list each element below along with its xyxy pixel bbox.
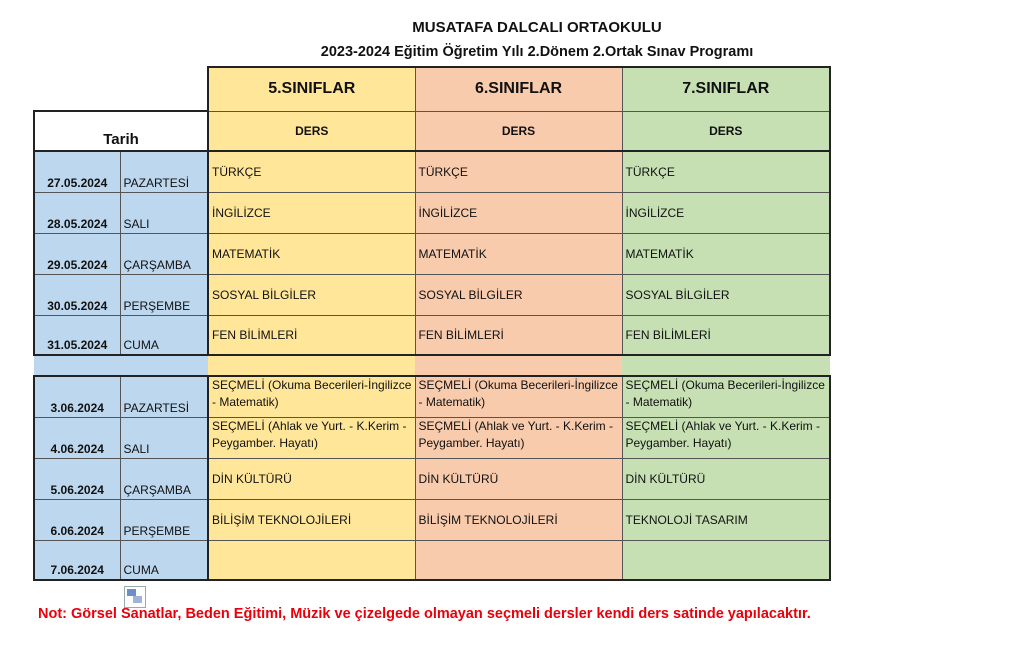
exam-schedule-table (33, 66, 831, 581)
exam-day: CUMA (120, 315, 208, 355)
subject-cell: FEN BİLİMLERİ (415, 315, 622, 355)
exam-program-title: 2023-2024 Eğitim Öğretim Yılı 2.Dönem 2.Ortak Sınav Programı (320, 44, 754, 60)
exam-date: 30.05.2024 (34, 274, 120, 315)
footer-note: Not: Görsel Sanatlar, Beden Eğitimi, Müzik ve çizelgede olmayan seçmeli dersler kendi ders satinde yapılacaktır. (38, 606, 811, 622)
exam-day: SALI (120, 192, 208, 233)
subject-cell: İNGİLİZCE (208, 192, 415, 233)
subject-cell: FEN BİLİMLERİ (622, 315, 830, 355)
grade-6-header: 6.SINIFLAR (415, 67, 622, 111)
subject-cell: TÜRKÇE (622, 151, 830, 192)
subject-cell: TÜRKÇE (415, 151, 622, 192)
exam-date: 4.06.2024 (34, 417, 120, 458)
subject-cell: MATEMATİK (208, 233, 415, 274)
subject-cell: SOSYAL BİLGİLER (622, 274, 830, 315)
subject-cell: MATEMATİK (622, 233, 830, 274)
subject-cell: DİN KÜLTÜRÜ (208, 458, 415, 499)
subject-cell: TÜRKÇE (208, 151, 415, 192)
exam-date: 28.05.2024 (34, 192, 120, 233)
subject-cell: DİN KÜLTÜRÜ (415, 458, 622, 499)
subject-cell: SEÇMELİ (Ahlak ve Yurt. - K.Kerim - Peygamber. Hayatı) (415, 417, 622, 458)
subject-cell: MATEMATİK (415, 233, 622, 274)
spacer-row (34, 355, 208, 376)
exam-day: ÇARŞAMBA (120, 233, 208, 274)
blank-corner (34, 67, 208, 111)
exam-date: 29.05.2024 (34, 233, 120, 274)
exam-day: PAZARTESİ (120, 376, 208, 417)
subject-cell: SEÇMELİ (Ahlak ve Yurt. - K.Kerim - Peygamber. Hayatı) (208, 417, 415, 458)
ders-header: DERS (622, 111, 830, 151)
exam-date: 27.05.2024 (34, 151, 120, 192)
exam-day: ÇARŞAMBA (120, 458, 208, 499)
grade-7-header: 7.SINIFLAR (622, 67, 830, 111)
exam-date: 3.06.2024 (34, 376, 120, 417)
exam-date: 5.06.2024 (34, 458, 120, 499)
grade-5-header: 5.SINIFLAR (208, 67, 415, 111)
exam-day: CUMA (120, 540, 208, 580)
subject-cell: SEÇMELİ (Okuma Becerileri-İngilizce - Matematik) (208, 376, 415, 417)
exam-date: 31.05.2024 (34, 315, 120, 355)
subject-cell: DİN KÜLTÜRÜ (622, 458, 830, 499)
paste-options-icon[interactable] (124, 586, 146, 608)
exam-day: PERŞEMBE (120, 499, 208, 540)
ders-header: DERS (415, 111, 622, 151)
subject-cell: BİLİŞİM TEKNOLOJİLERİ (208, 499, 415, 540)
exam-date: 7.06.2024 (34, 540, 120, 580)
spacer-row (415, 355, 622, 376)
subject-cell: İNGİLİZCE (415, 192, 622, 233)
exam-day: PAZARTESİ (120, 151, 208, 192)
exam-date: 6.06.2024 (34, 499, 120, 540)
spacer-row (622, 355, 830, 376)
exam-day: PERŞEMBE (120, 274, 208, 315)
subject-cell (622, 540, 830, 580)
subject-cell: TEKNOLOJİ TASARIM (622, 499, 830, 540)
subject-cell: FEN BİLİMLERİ (208, 315, 415, 355)
spacer-row (208, 355, 415, 376)
subject-cell: SOSYAL BİLGİLER (208, 274, 415, 315)
subject-cell (208, 540, 415, 580)
subject-cell: SEÇMELİ (Okuma Becerileri-İngilizce - Matematik) (622, 376, 830, 417)
subject-cell: BİLİŞİM TEKNOLOJİLERİ (415, 499, 622, 540)
ders-header: DERS (208, 111, 415, 151)
tarih-header: Tarih (34, 111, 208, 151)
subject-cell: SOSYAL BİLGİLER (415, 274, 622, 315)
subject-cell: SEÇMELİ (Ahlak ve Yurt. - K.Kerim - Peygamber. Hayatı) (622, 417, 830, 458)
subject-cell: SEÇMELİ (Okuma Becerileri-İngilizce - Matematik) (415, 376, 622, 417)
subject-cell (415, 540, 622, 580)
exam-day: SALI (120, 417, 208, 458)
subject-cell: İNGİLİZCE (622, 192, 830, 233)
school-name: MUSATAFA DALCALI ORTAOKULU (412, 19, 662, 36)
